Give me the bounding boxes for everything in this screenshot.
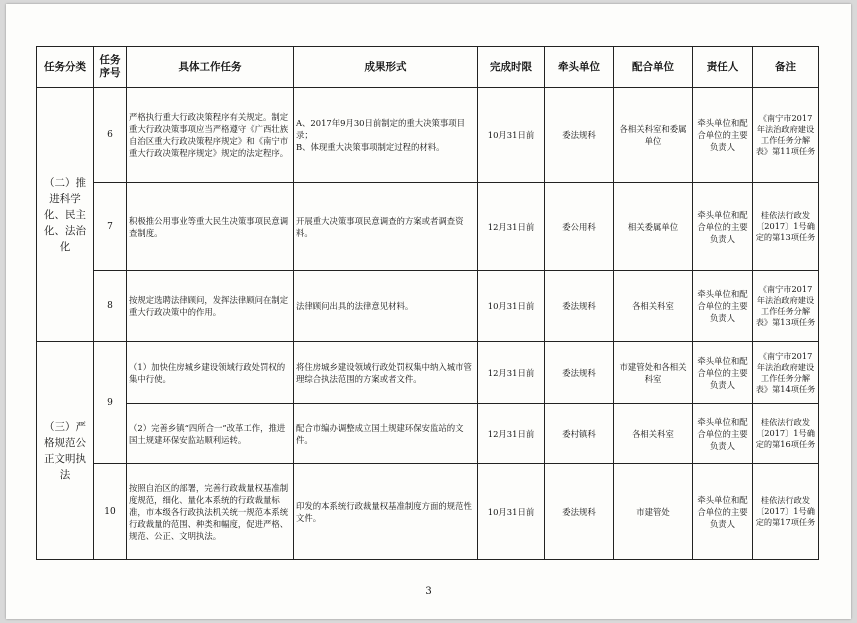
task-cell: 按规定选聘法律顾问，发挥法律顾问在制定重大行政决策中的作用。: [127, 271, 294, 342]
result-cell: 法律顾问出具的法律意见材料。: [294, 271, 478, 342]
coop-cell: 各相关科室和委属单位: [614, 88, 693, 183]
coop-cell: 各相关科室: [614, 404, 693, 464]
coop-cell: 相关委属单位: [614, 183, 693, 271]
table-row: [37, 342, 819, 404]
person-cell: 牵头单位和配合单位的主要负责人: [693, 271, 753, 342]
header-row: [37, 47, 819, 88]
seq-cell: 10: [94, 464, 127, 560]
deadline-cell: 12月31日前: [478, 404, 545, 464]
deadline-cell: 12月31日前: [478, 183, 545, 271]
header-category: 任务分类: [37, 47, 94, 88]
category-cell: （三）严格规范公正文明执法: [37, 342, 94, 560]
person-cell: 牵头单位和配合单位的主要负责人: [693, 88, 753, 183]
lead-cell: 委公用科: [545, 183, 614, 271]
seq-cell: 9: [94, 342, 127, 464]
person-cell: 牵头单位和配合单位的主要负责人: [693, 183, 753, 271]
header-seq: 任务序号: [94, 47, 127, 88]
person-cell: 牵头单位和配合单位的主要负责人: [693, 404, 753, 464]
category-cell: （二）推进科学化、民主化、法治化: [37, 88, 94, 342]
table-row: [37, 88, 819, 183]
note-cell: 《南宁市2017年法治政府建设工作任务分解表》第13项任务: [753, 271, 819, 342]
task-cell: 按照自治区的部署，完善行政裁量权基准制度规范，细化、量化本系统的行政裁量标准，市本级各行政执法机关统一规范本系统行政裁量的范围、种类和幅度，促进严格、规范、公正、文明执法。: [127, 464, 294, 560]
task-cell: （1）加快住房城乡建设领域行政处罚权的集中行使。: [127, 342, 294, 404]
header-note: 备注: [753, 47, 819, 88]
lead-cell: 委村镇科: [545, 404, 614, 464]
seq-cell: 6: [94, 88, 127, 183]
table-row: [37, 404, 819, 464]
deadline-cell: 10月31日前: [478, 88, 545, 183]
table-row: [37, 271, 819, 342]
note-cell: 《南宁市2017年法治政府建设工作任务分解表》第14项任务: [753, 342, 819, 404]
result-cell: 开展重大决策事项民意调查的方案或者调查资料。: [294, 183, 478, 271]
coop-cell: 各相关科室: [614, 271, 693, 342]
coop-cell: 市建管处: [614, 464, 693, 560]
person-cell: 牵头单位和配合单位的主要负责人: [693, 464, 753, 560]
lead-cell: 委法规科: [545, 271, 614, 342]
lead-cell: 委法规科: [545, 88, 614, 183]
lead-cell: 委法规科: [545, 464, 614, 560]
deadline-cell: 10月31日前: [478, 464, 545, 560]
seq-cell: 8: [94, 271, 127, 342]
coop-cell: 市建管处和各相关科室: [614, 342, 693, 404]
seq-cell: 7: [94, 183, 127, 271]
result-cell: 将住房城乡建设领域行政处罚权集中纳入城市管理综合执法范围的方案或者文件。: [294, 342, 478, 404]
task-table: [36, 46, 819, 560]
task-cell: （2）完善乡镇“四所合一”改革工作，推进国土规建环保安监站顺利运转。: [127, 404, 294, 464]
table-row: [37, 464, 819, 560]
header-result: 成果形式: [294, 47, 478, 88]
deadline-cell: 10月31日前: [478, 271, 545, 342]
header-task: 具体工作任务: [127, 47, 294, 88]
result-cell: A、2017年9月30日前制定的重大决策事项目录； B、体现重大决策事项制定过程的材料。: [294, 88, 478, 183]
deadline-cell: 12月31日前: [478, 342, 545, 404]
note-cell: 桂依法行政发〔2017〕1号确定的第17项任务: [753, 464, 819, 560]
note-cell: 桂依法行政发〔2017〕1号确定的第16项任务: [753, 404, 819, 464]
header-person: 责任人: [693, 47, 753, 88]
result-cell: 印发的本系统行政裁量权基准制度方面的规范性文件。: [294, 464, 478, 560]
person-cell: 牵头单位和配合单位的主要负责人: [693, 342, 753, 404]
header-deadline: 完成时限: [478, 47, 545, 88]
task-cell: 严格执行重大行政决策程序有关规定。制定重大行政决策事项应当严格遵守《广西壮族自治区重大行政决策程序规定》和《南宁市重大行政决策程序规定》规定的法定程序。: [127, 88, 294, 183]
task-cell: 积极推公用事业等重大民生决策事项民意调查制度。: [127, 183, 294, 271]
lead-cell: 委法规科: [545, 342, 614, 404]
header-coop: 配合单位: [614, 47, 693, 88]
page-number: 3: [425, 586, 432, 597]
table-row: [37, 183, 819, 271]
note-cell: 桂依法行政发〔2017〕1号确定的第13项任务: [753, 183, 819, 271]
result-cell: 配合市编办调整成立国土规建环保安监站的文件。: [294, 404, 478, 464]
header-lead: 牵头单位: [545, 47, 614, 88]
note-cell: 《南宁市2017年法治政府建设工作任务分解表》第11项任务: [753, 88, 819, 183]
